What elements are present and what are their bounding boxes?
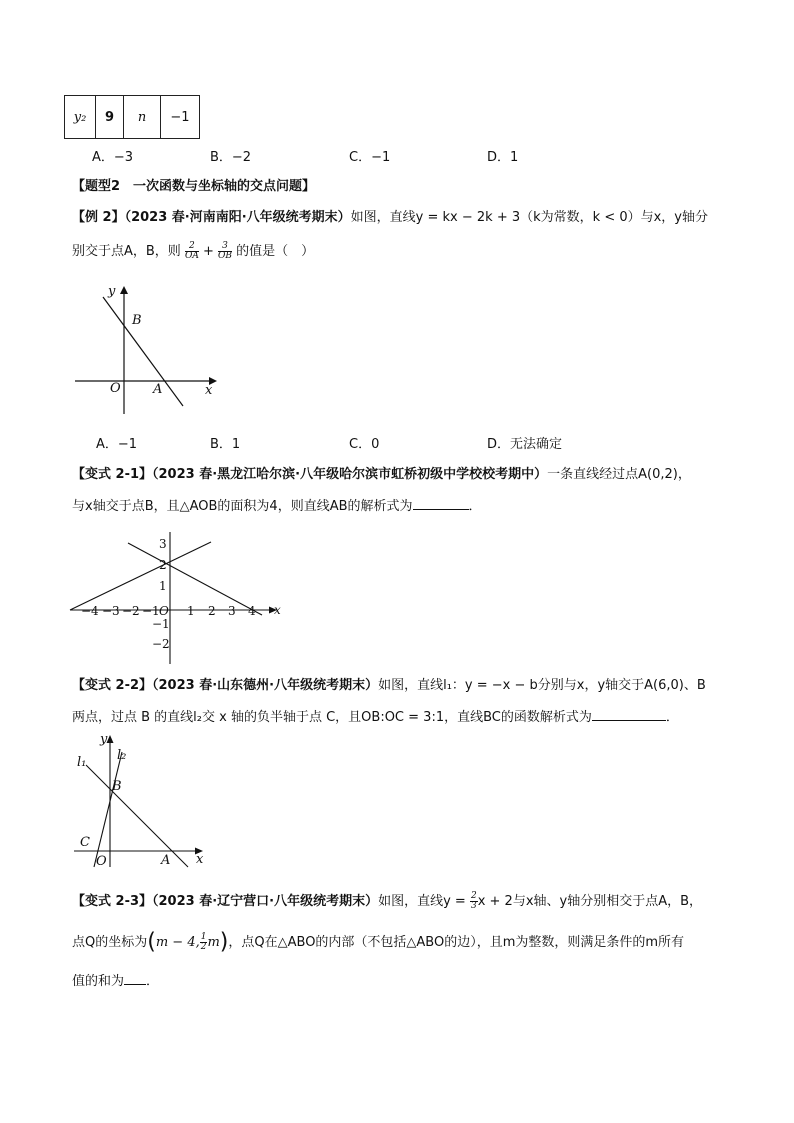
x-tick-label: 3	[228, 604, 236, 618]
left-paren: (	[147, 929, 156, 955]
example-2-figure	[70, 282, 230, 422]
question-text: 与x轴交于点B，且△AOB的面积为4，则直线AB的解析式为	[72, 499, 413, 514]
x-tick-label: −2	[122, 604, 140, 618]
line-l2	[94, 752, 122, 867]
question-source: （2023 春·河南南阳·八年级统考期末）	[124, 210, 351, 225]
question-text: x + 2与x轴、y轴分别相交于点A，B，	[477, 894, 703, 909]
option-a: A．−1	[96, 437, 138, 452]
question-text: 值的和为	[72, 974, 125, 989]
fraction-denominator: 2	[200, 942, 207, 952]
point-b-label: B	[112, 779, 122, 794]
variation-2-3-line-2	[72, 929, 685, 955]
l2-label: l₂	[117, 748, 127, 763]
option-d: D．1	[487, 150, 519, 165]
answer-blank[interactable]	[124, 972, 146, 985]
coordinate-x: m − 4,	[155, 935, 200, 950]
right-paren: )	[219, 929, 229, 955]
x-tick-label: 1	[187, 604, 195, 618]
period: ．	[146, 974, 160, 989]
example-2-line-2	[72, 242, 314, 261]
variation-2-1-figure	[66, 528, 288, 666]
option-c: C．−1	[349, 150, 391, 165]
point-c-label: C	[80, 835, 90, 850]
l1-label: l₁	[77, 755, 87, 770]
variation-tag: 【变式 2-3】	[72, 894, 153, 909]
question-source: （2023 春·辽宁营口·八年级统考期末）	[152, 894, 379, 909]
y-tick-label: 1	[159, 579, 167, 593]
question-text: 如图，直线l₁：y = −x − b分别与x，y轴交于A(6,0)、B	[378, 678, 706, 693]
question-source: （2023 春·黑龙江哈尔滨·八年级哈尔滨市虹桥初级中学校校考期中）	[152, 467, 548, 482]
variation-2-1-line-2	[72, 497, 482, 516]
option-b: B．1	[210, 437, 241, 452]
fraction	[470, 892, 478, 911]
question-text: 的值是（ ）	[236, 244, 315, 259]
coordinate-y: m	[207, 935, 220, 950]
answer-blank[interactable]	[592, 708, 666, 721]
x-tick-label: −3	[102, 604, 120, 618]
question-source: （2023 春·山东德州·八年级统考期末）	[152, 678, 379, 693]
y-tick-label: −1	[152, 617, 170, 631]
x-label: x	[274, 603, 281, 617]
section-title: 【题型2 一次函数与坐标轴的交点问题】	[72, 179, 316, 194]
table-cell: n	[124, 96, 161, 139]
option-d: D．无法确定	[487, 437, 563, 452]
point-a-label: A	[161, 853, 171, 868]
x-tick-label: 4	[248, 604, 256, 618]
y-label: y	[108, 284, 116, 299]
point-a-label: A	[153, 382, 163, 397]
table-cell: 9	[96, 96, 124, 139]
variation-2-3-line-3	[72, 972, 159, 991]
question-text: 两点，过点 B 的直线l₂交 x 轴的负半轴于点 C，且OB:OC = 3:1，直线BC的函数解析式为	[72, 710, 592, 725]
variation-tag: 【变式 2-2】	[72, 678, 153, 693]
y-label: y	[100, 732, 108, 747]
variation-2-3-line-1	[72, 892, 702, 911]
question-text: 一条直线经过点A(0,2)，	[547, 467, 691, 482]
value-table	[64, 95, 200, 139]
origin-label: O	[159, 604, 169, 618]
fraction-denominator: OB	[218, 251, 233, 261]
origin-label: O	[110, 381, 121, 396]
answer-blank[interactable]	[413, 497, 469, 510]
variation-2-2-line-2	[72, 708, 679, 727]
y-axis-arrow	[107, 735, 114, 743]
table-cell: −1	[161, 96, 200, 139]
option-a: A．−3	[92, 150, 134, 165]
variation-2-2-line-1	[72, 677, 706, 695]
fraction-denominator: 3	[470, 901, 477, 911]
y-axis-arrow	[120, 286, 128, 294]
option-b: B．−2	[210, 150, 252, 165]
y-tick-label: 2	[159, 558, 167, 572]
question-text: 如图，直线y = kx − 2k + 3（k为常数，k < 0）与x，y轴分	[350, 210, 709, 225]
fraction-numerator: 2	[185, 242, 199, 252]
variation-tag: 【变式 2-1】	[72, 467, 153, 482]
x-tick-label: 2	[208, 604, 216, 618]
fraction-denominator: OA	[184, 251, 199, 261]
example-tag: 【例 2】	[72, 210, 125, 225]
period: ．	[665, 710, 679, 725]
y-tick-label: −2	[152, 637, 170, 651]
x-tick-label: −1	[142, 604, 160, 618]
option-c: C．0	[349, 437, 380, 452]
table-row-label: y₂	[65, 96, 96, 139]
fraction-numerator: 2	[470, 891, 477, 901]
x-label: x	[196, 852, 204, 867]
fraction	[185, 242, 199, 261]
x-label: x	[205, 383, 213, 398]
line-l1	[86, 765, 188, 867]
fraction-numerator: 3	[218, 242, 232, 252]
question-text: 如图，直线y =	[378, 894, 466, 909]
period: ．	[468, 499, 482, 514]
point-b-label: B	[132, 313, 142, 328]
question-text: 点Q的坐标为	[72, 935, 148, 950]
table-row	[65, 96, 200, 139]
variation-2-1-line-1	[72, 466, 691, 484]
y-tick-label: 3	[159, 537, 167, 551]
fraction-numerator: 1	[200, 932, 207, 942]
origin-label: O	[96, 854, 107, 869]
fraction	[218, 242, 232, 261]
example-2-line-1	[72, 209, 708, 227]
plus-sign: +	[202, 244, 214, 259]
question-text: ，点Q在△ABO的内部（不包括△ABO的边），且m为整数，则满足条件的m所有	[228, 935, 685, 950]
variation-2-2-figure	[72, 730, 212, 870]
x-tick-label: −4	[81, 604, 99, 618]
question-text: 别交于点A，B，则	[72, 244, 181, 259]
